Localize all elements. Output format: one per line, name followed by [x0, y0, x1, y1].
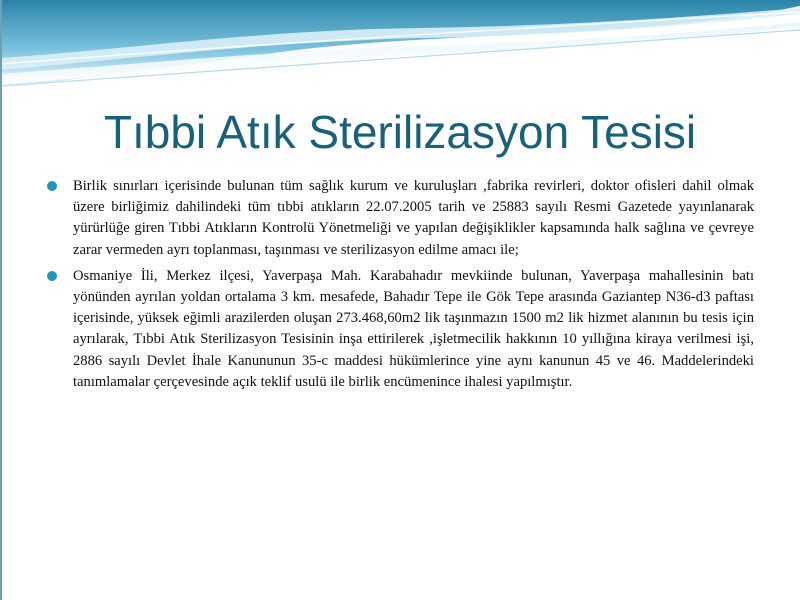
bullet-item: [38, 176, 754, 261]
bullet-dot-icon: [47, 271, 57, 281]
left-edge-line: [0, 0, 2, 600]
bullet-text: Birlik sınırları içerisinde bulunan tüm sağlık kurum ve kuruluşları ,fabrika revirleri, doktor ofisleri dahil olmak üzere birliğimiz dahilindeki tüm tıbbi atıkların 22.07.2005 tarih ve 25883 sayılı Resmi Gazetede yayınlanarak yürürlüğe giren Tıbbi Atıkların Kontrolü Yönetmeliği ve yapılan değişiklikler kapsamında halk sağlına ve çevreye zarar vermeden ayrı toplanması, taşınması ve sterilizasyon edilme amacı ile;: [73, 178, 754, 258]
bullet-item: [38, 266, 754, 393]
slide-title: Tıbbi Atık Sterilizasyon Tesisi: [103, 106, 697, 158]
bullet-text: Osmaniye İli, Merkez ilçesi, Yaverpaşa Mah. Karabahadır mevkiinde bulunan, Yaverpaşa mahallesinin batı yönünden ayrılan yoldan ortalama 3 km. mesafede, Bahadır Tepe ile Gök Tepe arasında Gaziantep N36-d3 paftası içerisinde, yüksek eğimli arazilerden oluşan 273.468,60m2 lik taşınmazın 1500 m2 lik hizmet alanının bu tesis için ayrılarak, Tıbbi Atık Sterilizasyon Tesisinin inşa ettirilerek ,işletmecilik hakkının 10 yıllığına kiraya verilmesi işi, 2886 sayılı Devlet İhale Kanununun 35-c maddesi hükümlerince yine aynı kanunun 45 ve 46. Maddelerindeki tanımlamalar çerçevesinde açık teklif usulü ile birlik encümenince ihalesi yapılmıştır.: [73, 267, 754, 390]
bullet-list: [38, 176, 754, 398]
bullet-dot-icon: [47, 181, 57, 191]
wave-header-graphic: [0, 0, 800, 100]
